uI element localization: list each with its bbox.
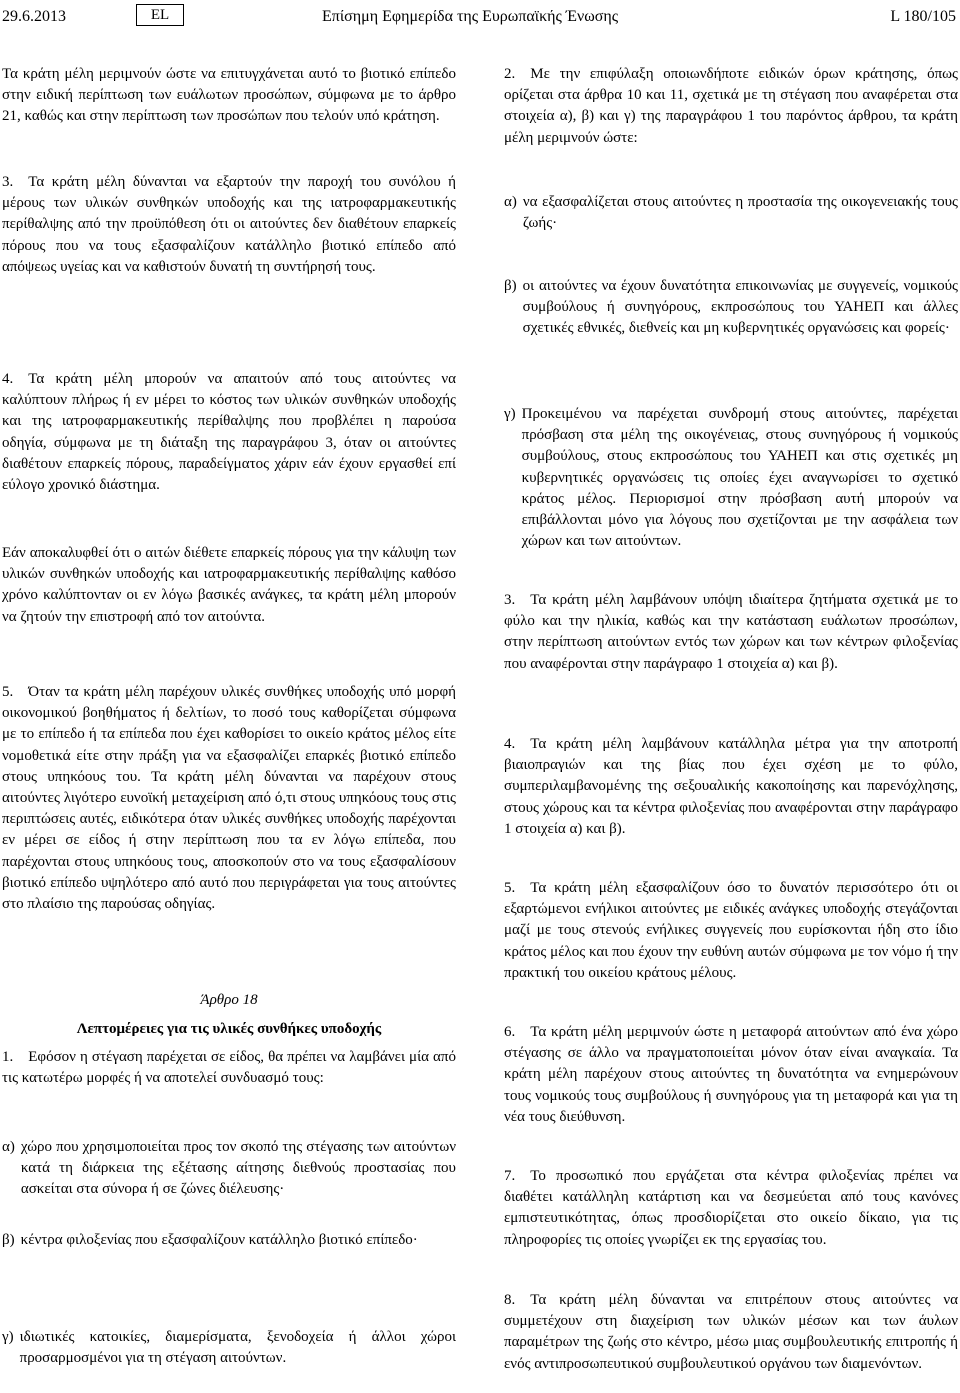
paragraph-4: 4. Τα κράτη μέλη μπορούν να απαιτούν από τους αιτούντες να καλύπτουν πλήρως ή εν μέρει το κόστος των υλικών συνθηκών υποδοχής και της ιατροφαρμακευτικής περίθαλψης που προβλέπει η παρούσα οδηγία, σύμφωνα με τη διάταξη της παραγράφου 3, όταν οι αιτούντες διαθέτουν επαρκείς πόρους, παραδείγματος χάριν εάν έχουν εργασθεί επί εύλογο χρονικό διάστημα. — [2, 371, 456, 494]
list-item-b — [504, 276, 958, 340]
paragraph-2: 2. Με την επιφύλαξη οποιωνδήποτε ειδικών όρων κράτησης, όπως ορίζεται στα άρθρα 10 και 11, σχετικά με τη στέγαση που αναφέρεται στα στοιχεία α), β) και γ) της παραγράφου 1 του παρόντος άρθρου, τα κράτη μέλη μεριμνούν ώστε: — [504, 66, 958, 146]
list-label: α) — [504, 194, 517, 210]
journal-title: Επίσημη Εφημερίδα της Ευρωπαϊκής Ένωσης — [322, 8, 619, 25]
paragraph-8: 8. Τα κράτη μέλη δύνανται να επιτρέπουν στους αιτούντες να συμμετέχουν στη διαχείριση των υλικών μέσων και των άυλων παραμέτρων της ζωής στο κέντρο, μέσω μιας συμβουλευτικής επιτροπής ή ενός αντιπροσωπευτικού συμβουλευτικού οργάνου των διαμενόντων. — [504, 1292, 958, 1372]
list-item-c — [504, 404, 958, 552]
paragraph-3: 3. Τα κράτη μέλη λαμβάνουν υπόψη ιδιαίτερα ζητήματα σχετικά με το φύλο και την ηλικία, καθώς και την κατάσταση ευάλωτων προσώπων, στην περίπτωση αιτούντων εντός των χώρων και των κέντρων φιλοξενίας που αναφέρονται στην παράγραφο 1 στοιχεία α) και β). — [504, 592, 958, 672]
paragraph-5: 5. Όταν τα κράτη μέλη παρέχουν υλικές συνθήκες υποδοχής υπό μορφή οικονομικού βοηθήματος ή δελτίων, το ποσό τους καθορίζεται σύμφωνα με το επίπεδο ή τα επίπεδα που έχει καθορίσει το οικείο κράτος μέλος είτε νομοθετικά είτε στην πράξη για να εξασφαλίζει επαρκές βιοτικό επίπεδο στους υπηκόους του. Τα κράτη μέλη δύνανται να παρέχουν στους αιτούντες λιγότερο ευνοϊκή μεταχείριση από ό,τι στους υπηκόους τους στις περιπτώσεις αυτές, ειδικότερα όταν υλικές συνθήκες υποδοχής παρέχονται εν μέρει σε είδος ή στην περίπτωση που τα εν λόγω επίπεδα, που παρέχονται στους υπηκόους τους, αποσκοπούν στο να τους εξασφαλίσουν βιοτικό επίπεδο υψηλότερο από αυτό που περιγράφεται για τους αιτούντες στο πλαίσιο της παρούσας οδηγίας. — [2, 684, 456, 913]
paragraph-7: 7. Το προσωπικό που εργάζεται στα κέντρα φιλοξενίας πρέπει να διαθέτει κατάλληλη κατάρτιση και να δεσμεύεται από τους κανόνες εμπιστευτικότητας, όπως προσδιορίζεται στο οικείο δίκαιο, για τις πληροφορίες τις οποίες γνωρίζει εκ της εργασίας του. — [504, 1168, 958, 1248]
paragraph-4: 4. Τα κράτη μέλη λαμβάνουν κατάλληλα μέτρα για την αποτροπή βιαιοπραγιών και της βίας που έχει σχέση με το φύλο, συμπεριλαμβανομένης της σεξουαλικής κακοποίησης και παρενόχλησης, στους χώρους και τα κέντρα φιλοξενίας που αναφέρονται στην παράγραφο 1 στοιχεία α) και β). — [504, 736, 958, 837]
page-reference: L 180/105 — [890, 8, 956, 25]
paragraph-3: 3. Τα κράτη μέλη δύνανται να εξαρτούν την παροχή του συνόλου ή μέρους των υλικών συνθηκών υποδοχής και της ιατροφαρμακευτικής περίθαλψης από την προϋπόθεση ότι οι αιτούντες δεν διαθέτουν επαρκείς πόρους που να τους εξασφαλίζουν κατάλληλο βιοτικό επίπεδο από απόψεως υγείας και να καθιστούν δυνατή τη συντήρησή τους. — [2, 174, 456, 275]
list-label: α) — [2, 1139, 15, 1155]
list-label: γ) — [504, 406, 516, 422]
paragraph-5: 5. Τα κράτη μέλη εξασφαλίζουν όσο το δυνατόν περισσότερο ότι οι εξαρτώμενοι ενήλικοι αιτούντες με ειδικές ανάγκες υποδοχής στεγάζονται μαζί με τους στενούς ενήλικες συγγενείς που ευρίσκονται ήδη στο ίδιο κράτος μέλος και που έχουν την ευθύνη αυτών σύμφωνα με τον νόμο ή την πρακτική του οικείου κράτους μέλους. — [504, 880, 958, 981]
article-title: Λεπτομέρειες για τις υλικές συνθήκες υποδοχής — [76, 1021, 382, 1037]
publication-date: 29.6.2013 — [2, 8, 66, 25]
list-label: β) — [2, 1232, 15, 1248]
paragraph-4-continued: Εάν αποκαλυφθεί ότι ο αιτών διέθετε επαρκείς πόρους για την κάλυψη των υλικών συνθηκών υποδοχής και ιατροφαρμακευτικής περίθαλψης καθόσο χρόνο καλύπτονταν οι εν λόγω βασικές ανάγκες, τα κράτη μέλη μπορούν να ζητούν την επιστροφή από τον αιτούντα. — [2, 545, 456, 625]
list-text: Προκειμένου να παρέχεται συνδρομή στους αιτούντες, παρέχεται πρόσβαση στα μέλη της οικογένειας, στους συνηγόρους ή νομικούς συμβούλους, στους εκπροσώπους του ΥΑΗΕΠ και στις σχετικές μη κυβερνητικές οργανώσεις τις οποίες έχει αναγνωρίσει το σχετικό κράτος μέλος. Περιορισμοί στην πρόσβαση αυτή μπορούν να επιβάλλονται μόνο για λόγους που σχετίζονται με την ασφάλεια των χώρων και των αιτούντων. — [521, 406, 958, 550]
list-item-a — [504, 192, 958, 234]
list-item-b — [2, 1230, 456, 1251]
page-header — [0, 4, 960, 28]
list-text: χώρο που χρησιμοποιείται προς τον σκοπό της στέγασης των αιτούντων κατά τη διάρκεια της εξέτασης αίτησης διεθνούς προστασίας που ασκείται στα σύνορα ή σε ζώνες διέλευσης· — [20, 1139, 456, 1198]
paragraph-6: 6. Τα κράτη μέλη μεριμνούν ώστε η μεταφορά αιτούντων από ένα χώρο στέγασης σε άλλο να πραγματοποιείται μόνον όταν είναι αναγκαία. Τα κράτη μέλη παρέχουν στους αιτούντες τη δυνατότητα να ενημερώνουν τους νομικούς τους συμβούλους ή συνηγόρους για τη μεταφορά και για τη νέα τους διεύθυνση. — [504, 1024, 958, 1125]
list-item-a — [2, 1137, 456, 1201]
article-paragraph-1: 1. Εφόσον η στέγαση παρέχεται σε είδος, θα πρέπει να λαμβάνει μία από τις κατωτέρω μορφές ή να αποτελεί συνδυασμό τους: — [2, 1049, 456, 1087]
list-item-c — [2, 1327, 456, 1369]
list-text: κέντρα φιλοξενίας που εξασφαλίζουν κατάλληλο βιοτικό επίπεδο· — [20, 1232, 418, 1248]
list-text: να εξασφαλίζεται στους αιτούντες η προστασία της οικογενειακής τους ζωής· — [522, 194, 958, 232]
list-text: οι αιτούντες να έχουν δυνατότητα επικοινωνίας με συγγενείς, νομικούς συμβούλους ή συνηγόρους, εκπροσώπους του ΥΑΗΕΠ και άλλες σχετικές εθνικές, διεθνείς και μη κυβερνητικές οργανώσεις και φορείς· — [522, 278, 958, 337]
language-badge: EL — [136, 4, 184, 26]
list-text: ιδιωτικές κατοικίες, διαμερίσματα, ξενοδοχεία ή άλλοι χώροι προσαρμοσμένοι για τη στέγαση αιτούντων. — [19, 1329, 456, 1367]
list-label: β) — [504, 278, 517, 294]
list-label: γ) — [2, 1329, 14, 1345]
article-number: Άρθρο 18 — [200, 992, 258, 1008]
paragraph-intro: Τα κράτη μέλη μεριμνούν ώστε να επιτυγχάνεται αυτό το βιοτικό επίπεδο στην ειδική περίπτωση των ευάλωτων προσώπων, σύμφωνα με το άρθρο 21, καθώς και στην περίπτωση των προσώπων που τελούν υπό κράτηση. — [2, 66, 456, 125]
